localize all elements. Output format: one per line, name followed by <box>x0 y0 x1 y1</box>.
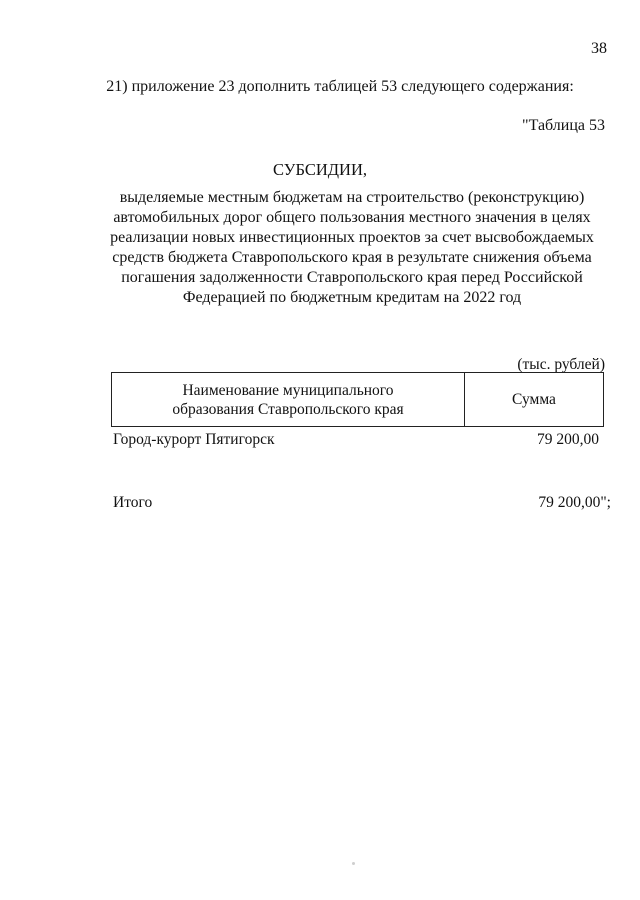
table-header <box>111 372 604 427</box>
scan-speck <box>352 862 355 865</box>
subtitle-line: погашения задолженности Ставропольского края перед Российской <box>121 269 583 286</box>
header-name-line: образования Ставропольского края <box>172 400 404 418</box>
header-name-line: Наименование муниципального <box>182 381 394 399</box>
intro-paragraph: 21) приложение 23 дополнить таблицей 53 следующего содержания: <box>106 78 574 95</box>
document-title: СУБСИДИИ, <box>273 160 367 179</box>
table-reference: "Таблица 53 <box>522 117 605 134</box>
subtitle-line: автомобильных дорог общего пользования местного значения в целях <box>113 209 591 226</box>
table-row-value: 79 200,00 <box>537 431 599 448</box>
subtitle-line: выделяемые местным бюджетам на строительство (реконструкцию) <box>119 189 585 206</box>
subtitle-line: реализации новых инвестиционных проектов за счет высвобождаемых <box>110 229 594 246</box>
table-row-name: Город-курорт Пятигорск <box>113 431 275 448</box>
subtitle-line: средств бюджета Ставропольского края в результате снижения объема <box>112 249 592 266</box>
units-label: (тыс. рублей) <box>517 356 605 373</box>
header-municipality-name <box>112 373 465 426</box>
total-value: 79 200,00"; <box>538 494 611 511</box>
header-sum: Сумма <box>512 390 556 408</box>
page-number: 38 <box>591 40 607 57</box>
total-label: Итого <box>113 494 153 511</box>
document-subtitle <box>108 188 596 308</box>
subtitle-line: Федерацией по бюджетным кредитам на 2022 год <box>182 289 522 306</box>
